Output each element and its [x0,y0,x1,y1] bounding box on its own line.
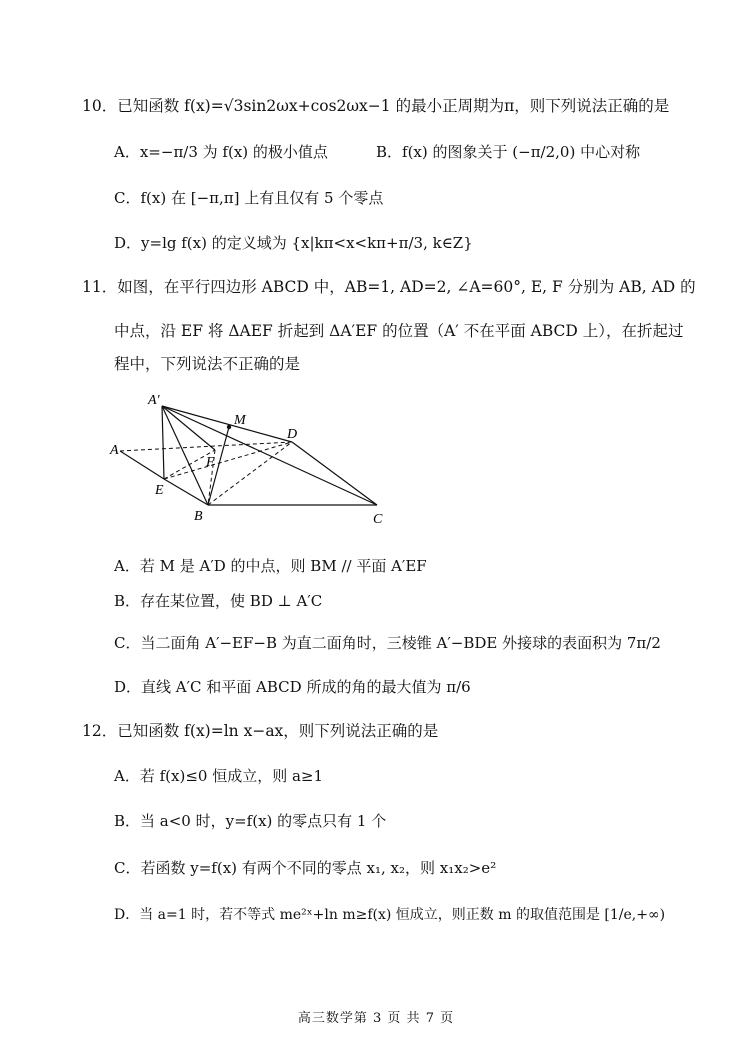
label-A: A [110,443,119,458]
q12-number: 12． [82,722,118,740]
q11-option-b: B．存在某位置，使 BD ⊥ A′C [114,592,323,610]
q12-stem-text: 已知函数 f(x)=ln x−ax，则下列说法正确的是 [117,722,439,740]
q11-figure [100,388,400,530]
q11-option-c: C．当二面角 A′−EF−B 为直二面角时，三棱锥 A′−BDE 外接球的表面积为 7π/2 [114,634,661,652]
edge-C-D [292,442,377,505]
q12-option-b: B．当 a<0 时，y=f(x) 的零点只有 1 个 [114,812,387,830]
point-M [227,425,231,429]
q11-stem-line-2: 中点，沿 EF 将 ΔAEF 折起到 ΔA′EF 的位置（A′ 不在平面 ABCD 上），在折起过 [114,322,684,340]
q10-stem [82,95,669,117]
label-F: F [206,455,215,470]
label-D: D [287,427,298,442]
q10-option-c: C．f(x) 在 [−π,π] 上有且仅有 5 个零点 [114,189,384,207]
edge-Aprime-E [162,406,164,479]
q11-option-d: D．直线 A′C 和平面 ABCD 所成的角的最大值为 π/6 [114,678,471,696]
q12-stem [82,720,438,742]
q12-option-c: C．若函数 y=f(x) 有两个不同的零点 x₁, x₂，则 x₁x₂>e² [114,859,497,877]
q11-option-a: A．若 M 是 A′D 的中点，则 BM // 平面 A′EF [114,557,427,575]
label-C: C [373,512,383,527]
label-Aprime: A' [148,393,160,408]
label-B: B [194,509,203,524]
q11-stem-line-3: 程中，下列说法不正确的是 [114,355,301,373]
q10-option-a: A．x=−π/3 为 f(x) 的极小值点 [114,143,328,161]
label-M: M [234,413,246,428]
label-E: E [155,483,164,498]
q11-number: 11． [82,278,118,296]
q10-number: 10． [82,97,118,115]
page-footer: 高三数学第 3 页 共 7 页 [297,1011,455,1026]
q10-option-d: D．y=lg f(x) 的定义域为 {x|kπ<x<kπ+π/3, k∈Z} [114,234,473,252]
edge-Aprime-C [162,406,377,505]
q10-option-b: B．f(x) 的图象关于 (−π/2,0) 中心对称 [376,143,641,161]
q11-stem-line-1: 11．如图，在平行四边形 ABCD 中，AB=1, AD=2, ∠A=60°, E, F 分别为 AB, AD 的 [82,278,696,296]
edge-Aprime-B [162,406,208,505]
q10-stem-text: 已知函数 f(x)=√3sin2ωx+cos2ωx−1 的最小正周期为π，则下列说法正确的是 [117,97,670,115]
edge-Aprime-F [162,406,215,450]
q12-option-a: A．若 f(x)≤0 恒成立，则 a≥1 [114,767,324,785]
edge-B-D-dashed [208,442,292,505]
q12-option-d: D．当 a=1 时，若不等式 me²ˣ+ln m≥f(x) 恒成立，则正数 m 的取值范围是 [1/e,+∞) [114,907,666,923]
edge-A-E [120,451,164,479]
